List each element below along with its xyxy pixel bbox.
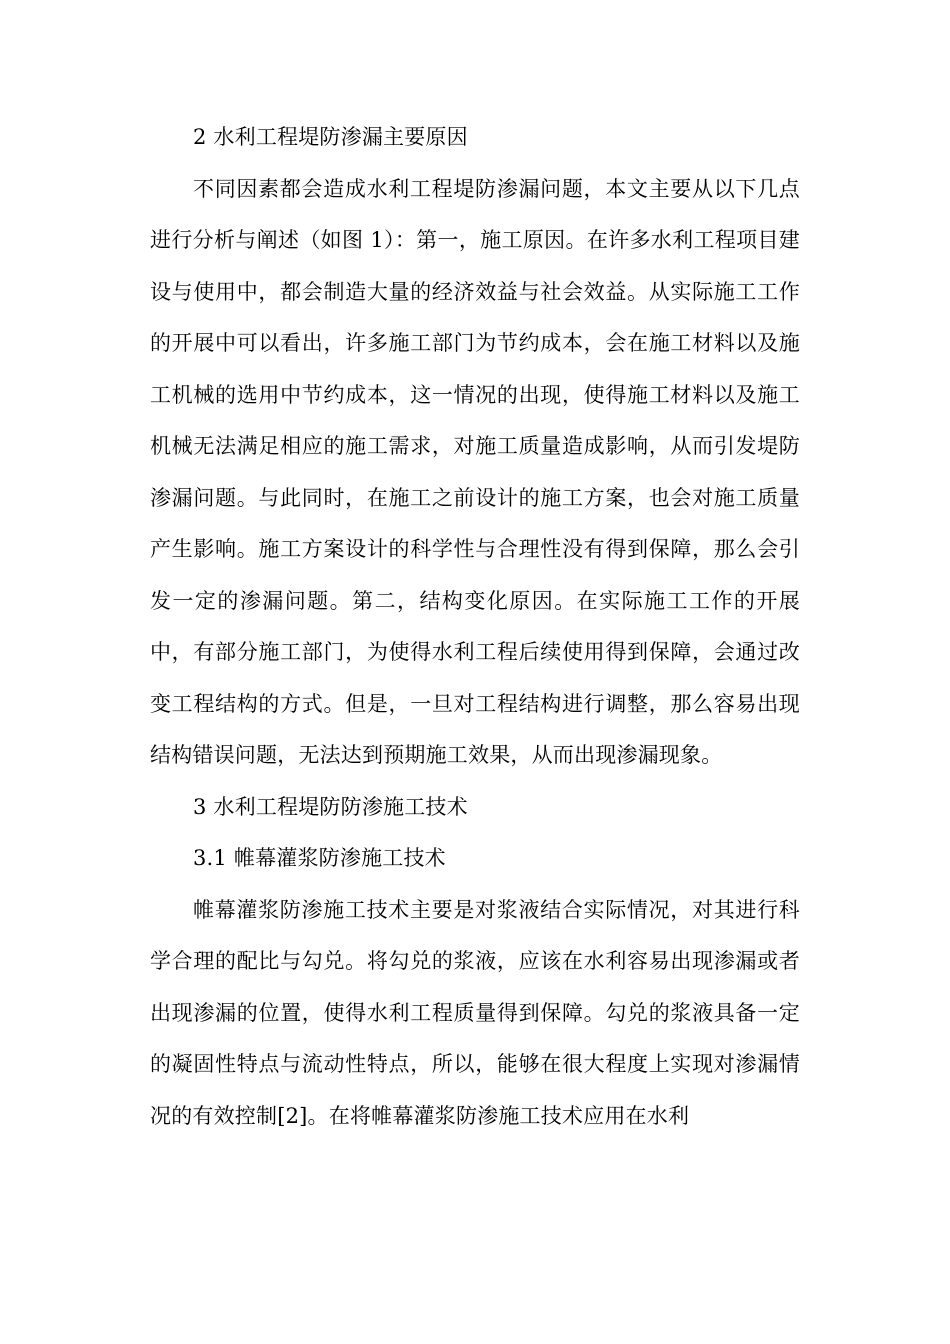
section-2-heading: 2 水利工程堤防渗漏主要原因 (193, 125, 468, 149)
document-page (150, 112, 800, 1142)
section-2-paragraph: 不同因素都会造成水利工程堤防渗漏问题，本文主要从以下几点进行分析与阐述（如图 1）：第一，施工原因。在许多水利工程项目建设与使用中，都会制造大量的经济效益与社会效益。从实际施工工作的开展中可以看出，许多施工部门为节约成本，会在施工材料以及施工机械的选用中节约成本，这一情况的出现，使得施工材料以及施工机械无法满足相应的施工需求，对施工质量造成影响，从而引发堤防渗漏问题。与此同时，在施工之前设计的施工方案，也会对施工质量产生影响。施工方案设计的科学性与合理性没有得到保障，那么会引发一定的渗漏问题。第二，结构变化原因。在实际施工工作的开展中，有部分施工部门，为使得水利工程后续使用得到保障，会通过改变工程结构的方式。但是，一旦对工程结构进行调整，那么容易出现结构错误问题，无法达到预期施工效果，从而出现渗漏现象。 (150, 176, 800, 767)
section-3-1-heading: 3.1 帷幕灌浆防渗施工技术 (193, 846, 446, 870)
section-3-1-paragraph: 帷幕灌浆防渗施工技术主要是对浆液结合实际情况，对其进行科学合理的配比与勾兑。将勾兑的浆液，应该在水利容易出现渗漏或者出现渗漏的位置，使得水利工程质量得到保障。勾兑的浆液具备一定的凝固性特点与流动性特点，所以，能够在很大程度上实现对渗漏情况的有效控制[2]。在将帷幕灌浆防渗施工技术应用在水利 (150, 897, 800, 1128)
section-3-heading: 3 水利工程堤防防渗施工技术 (193, 794, 468, 819)
